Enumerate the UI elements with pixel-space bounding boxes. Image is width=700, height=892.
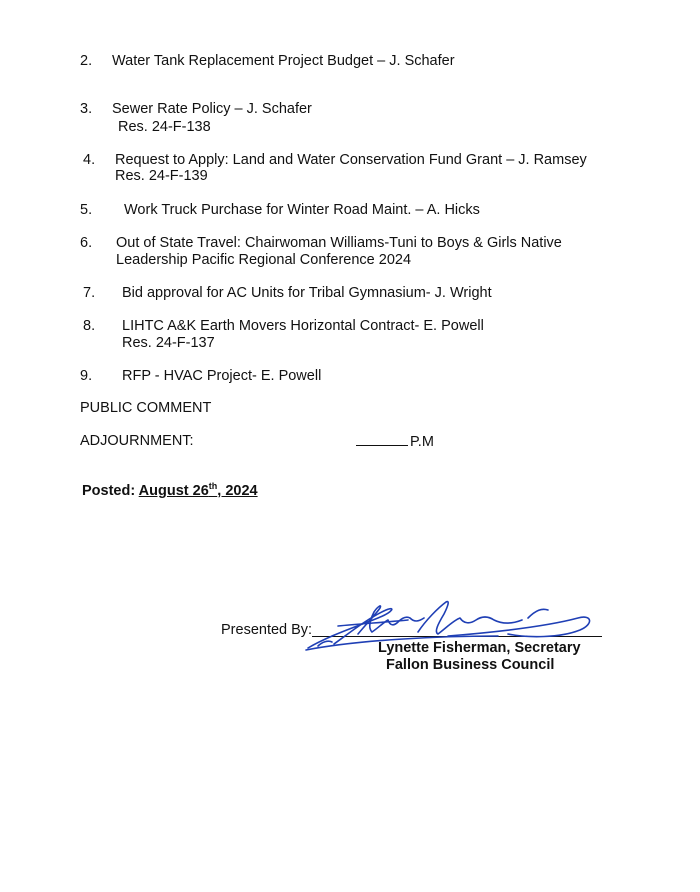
adjournment-heading: ADJOURNMENT: xyxy=(80,433,194,449)
item-number: 5. xyxy=(80,202,93,218)
item-number: 2. xyxy=(80,53,93,69)
posted-date-main: August 26 xyxy=(138,483,209,499)
item-number: 6. xyxy=(80,235,93,251)
item-text: Sewer Rate Policy – J. Schafer xyxy=(112,101,312,117)
item-text-continued: Leadership Pacific Regional Conference 2024 xyxy=(116,252,412,268)
item-number: 4. xyxy=(83,152,96,168)
item-text: Bid approval for AC Units for Tribal Gymnasium- J. Wright xyxy=(122,285,492,301)
resolution-number: Res. 24-F-137 xyxy=(122,335,215,351)
item-text: Request to Apply: Land and Water Conservation Fund Grant – J. Ramsey xyxy=(115,152,587,168)
signer-organization: Fallon Business Council xyxy=(386,657,555,673)
posted-date-sup: th xyxy=(208,481,218,492)
item-number: 9. xyxy=(80,368,93,384)
adjournment-time-label: P.M xyxy=(410,434,434,450)
posted-label: Posted: xyxy=(82,483,136,499)
public-comment-heading: PUBLIC COMMENT xyxy=(80,400,212,416)
blank-line xyxy=(356,433,408,446)
signer-name-title: Lynette Fisherman, Secretary xyxy=(378,640,581,656)
item-text: Out of State Travel: Chairwoman Williams-Tuni to Boys & Girls Native xyxy=(116,235,562,251)
item-text: LIHTC A&K Earth Movers Horizontal Contract- E. Powell xyxy=(122,318,484,334)
item-number: 8. xyxy=(83,318,96,334)
item-number: 3. xyxy=(80,101,93,117)
posted-date xyxy=(139,483,258,499)
item-text: Work Truck Purchase for Winter Road Maint. – A. Hicks xyxy=(124,202,480,218)
adjournment-time xyxy=(356,433,434,450)
item-number: 7. xyxy=(83,285,96,301)
item-text: Water Tank Replacement Project Budget – J. Schafer xyxy=(112,53,455,69)
presented-by-label: Presented By: xyxy=(221,622,313,638)
resolution-number: Res. 24-F-139 xyxy=(115,168,208,184)
posted-date-year: , 2024 xyxy=(217,483,258,499)
posted-line xyxy=(82,483,258,499)
resolution-number: Res. 24-F-138 xyxy=(118,119,211,135)
item-text: RFP - HVAC Project- E. Powell xyxy=(122,368,322,384)
